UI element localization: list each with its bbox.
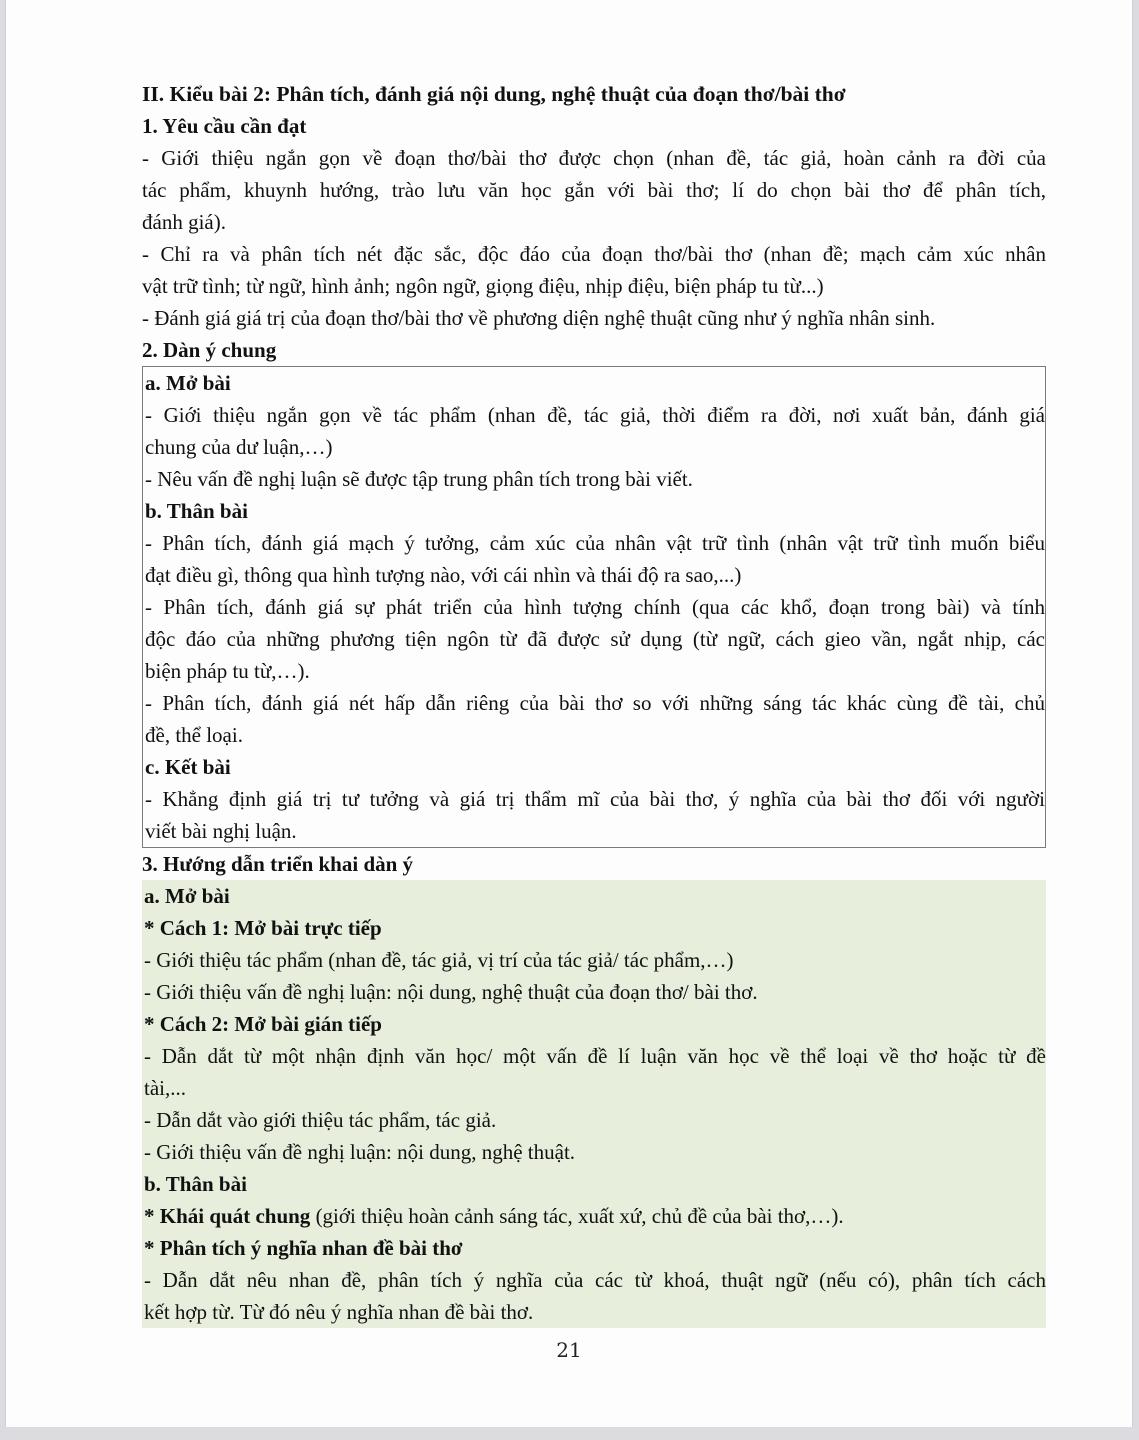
part2-title: 2. Dàn ý chung <box>142 338 277 362</box>
section-title: II. Kiểu bài 2: Phân tích, đánh giá nội dung, nghệ thuật của đoạn thơ/bài thơ <box>142 82 846 106</box>
part3-title: 3. Hướng dẫn triển khai dàn ý <box>142 852 414 876</box>
guide-than-bai-heading: b. Thân bài <box>144 1172 247 1196</box>
outline-line: - Phân tích, đánh giá mạch ý tưởng, cảm xúc của nhân vật trữ tình (nhân vật trữ tình muốn biểu <box>145 531 1045 555</box>
outline-box <box>142 366 1046 848</box>
guide-line: - Giới thiệu vấn đề nghị luận: nội dung, nghệ thuật của đoạn thơ/ bài thơ. <box>144 980 758 1004</box>
outline-ket-bai-heading: c. Kết bài <box>145 755 231 779</box>
outline-mo-bai-heading: a. Mở bài <box>145 371 231 395</box>
guide-line: - Dẫn dắt nêu nhan đề, phân tích ý nghĩa của các từ khoá, thuật ngữ (nếu có), phân tích cách <box>144 1268 1046 1292</box>
guide-line: - Giới thiệu tác phẩm (nhan đề, tác giả, vị trí của tác giả/ tác phẩm,…) <box>144 948 734 972</box>
part1-line: tác phẩm, khuynh hướng, trào lưu văn học gắn với bài thơ; lí do chọn bài thơ để phân tích, <box>142 178 1046 202</box>
outline-line: đề, thể loại. <box>145 723 243 747</box>
outline-line: - Khẳng định giá trị tư tưởng và giá trị thẩm mĩ của bài thơ, ý nghĩa của bài thơ đối với người <box>145 787 1045 811</box>
guide-line: tài,... <box>144 1076 186 1100</box>
outline-line: - Nêu vấn đề nghị luận sẽ được tập trung phân tích trong bài viết. <box>145 467 693 491</box>
guide-highlight-block <box>142 880 1046 1328</box>
khai-quat-text: (giới thiệu hoàn cảnh sáng tác, xuất xứ, chủ đề của bài thơ,…). <box>310 1204 844 1228</box>
guide-nhan-de-heading: * Phân tích ý nghĩa nhan đề bài thơ <box>144 1236 463 1260</box>
part1-line: - Chỉ ra và phân tích nét đặc sắc, độc đáo của đoạn thơ/bài thơ (nhan đề; mạch cảm xúc nhân <box>142 242 1046 266</box>
guide-khai-quat-line <box>144 1200 1046 1232</box>
guide-cach1-heading: * Cách 1: Mở bài trực tiếp <box>144 916 382 940</box>
guide-line: kết hợp từ. Từ đó nêu ý nghĩa nhan đề bài thơ. <box>144 1300 534 1324</box>
outline-than-bai-heading: b. Thân bài <box>145 499 248 523</box>
part1-line: đánh giá). <box>142 210 226 234</box>
outline-line: - Phân tích, đánh giá sự phát triển của hình tượng chính (qua các khổ, đoạn trong bài) và tính <box>145 595 1045 619</box>
outline-line: - Giới thiệu ngắn gọn về tác phẩm (nhan đề, tác giả, thời điểm ra đời, nơi xuất bản, đánh giá <box>145 403 1045 427</box>
outline-line: - Phân tích, đánh giá nét hấp dẫn riêng của bài thơ so với những sáng tác khác cùng đề tài, chủ <box>145 691 1045 715</box>
document-page <box>5 0 1133 1427</box>
guide-line: - Giới thiệu vấn đề nghị luận: nội dung, nghệ thuật. <box>144 1140 576 1164</box>
part1-title: 1. Yêu cầu cần đạt <box>142 114 307 138</box>
guide-line: - Dẫn dắt vào giới thiệu tác phẩm, tác giả. <box>144 1108 497 1132</box>
guide-cach2-heading: * Cách 2: Mở bài gián tiếp <box>144 1012 382 1036</box>
page-content <box>142 78 1046 1328</box>
part1-line: - Đánh giá giá trị của đoạn thơ/bài thơ về phương diện nghệ thuật cũng như ý nghĩa nhân sinh. <box>142 306 936 330</box>
outline-line: chung của dư luận,…) <box>145 435 333 459</box>
outline-line: biện pháp tu từ,…). <box>145 659 310 683</box>
outline-line: đạt điều gì, thông qua hình tượng nào, với cái nhìn và thái độ ra sao,...) <box>145 563 742 587</box>
outline-line: viết bài nghị luận. <box>145 819 297 843</box>
guide-line: - Dẫn dắt từ một nhận định văn học/ một vấn đề lí luận văn học về thể loại về thơ hoặc từ đề <box>144 1044 1046 1068</box>
part1-line: - Giới thiệu ngắn gọn về đoạn thơ/bài thơ được chọn (nhan đề, tác giả, hoàn cảnh ra đời của <box>142 146 1046 170</box>
page-number: 21 <box>556 1338 582 1362</box>
part1-body <box>142 142 1046 334</box>
khai-quat-label: * Khái quát chung <box>144 1204 311 1228</box>
outline-line: độc đáo của những phương tiện ngôn từ đã được sử dụng (từ ngữ, cách gieo vần, ngắt nhịp, các <box>145 627 1045 651</box>
part1-line: vật trữ tình; từ ngữ, hình ảnh; ngôn ngữ, giọng điệu, nhịp điệu, biện pháp tu từ...) <box>142 274 824 298</box>
guide-mo-bai-heading: a. Mở bài <box>144 884 230 908</box>
